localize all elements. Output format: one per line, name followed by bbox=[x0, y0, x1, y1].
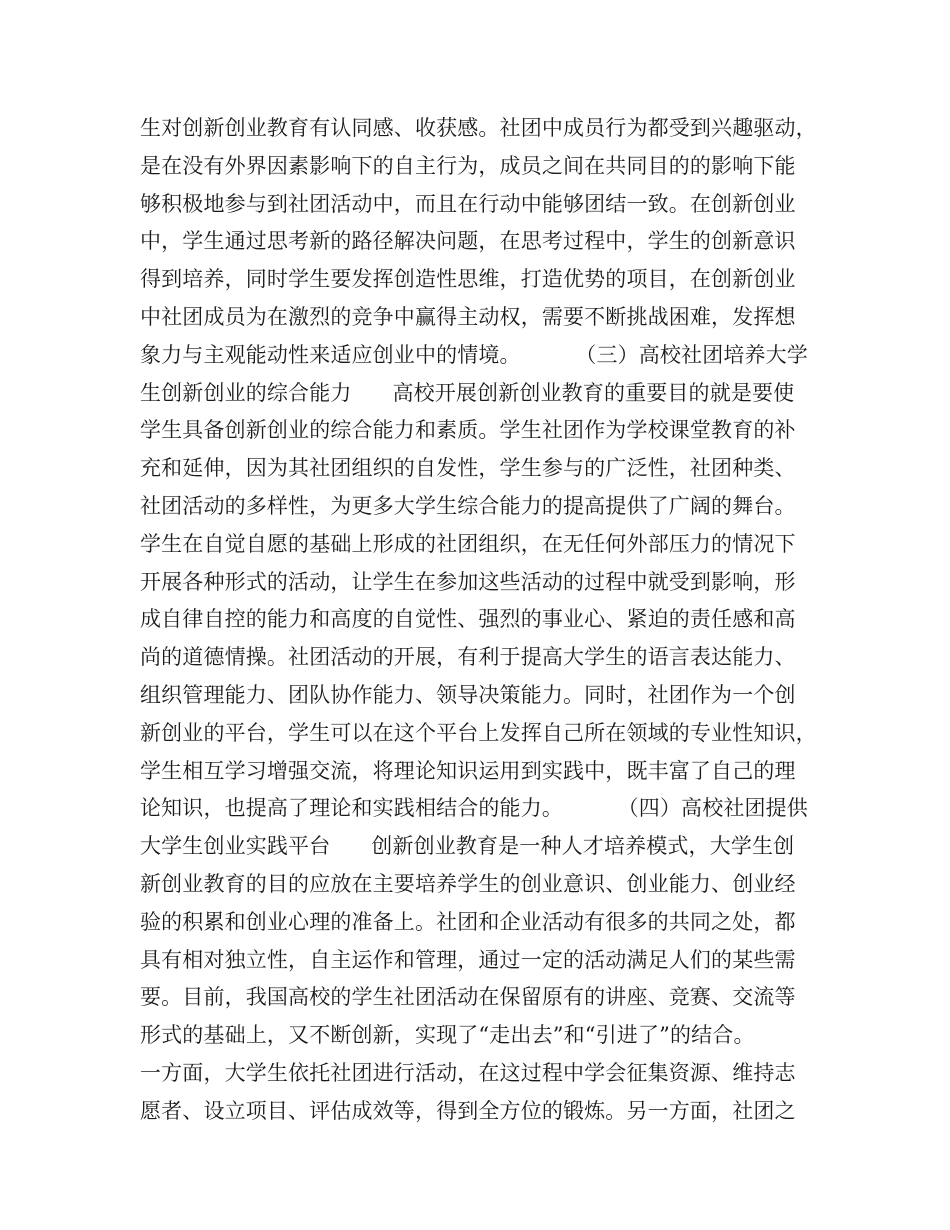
text-line: 组织管理能力、团队协作能力、领导决策能力。同时，社团作为一个创 bbox=[140, 682, 796, 707]
text-line: 得到培养，同时学生要发挥创造性思维，打造优势的项目，在创新创业 bbox=[140, 267, 796, 292]
text-line: 学生具备创新创业的综合能力和素质。学生社团作为学校课堂教育的补 bbox=[140, 418, 796, 443]
text-line: 要。目前，我国高校的学生社团活动在保留原有的讲座、竞赛、交流等 bbox=[140, 985, 796, 1010]
text-line: 充和延伸，因为其社团组织的自发性，学生参与的广泛性，社团种类、 bbox=[140, 456, 796, 481]
text-line: 学生在自觉自愿的基础上形成的社团组织，在无任何外部压力的情况下 bbox=[140, 531, 796, 556]
text-line: 生创新创业的综合能力 高校开展创新创业教育的重要目的就是要使 bbox=[140, 380, 795, 405]
text-line: 中，学生通过思考新的路径解决问题，在思考过程中，学生的创新意识 bbox=[140, 229, 796, 254]
text-line: 象力与主观能动性来适应创业中的情境。 （三）高校社团培养大学 bbox=[140, 342, 808, 367]
text-line: 新创业的平台，学生可以在这个平台上发挥自己所在领域的专业性知识， bbox=[140, 720, 817, 745]
text-line: 论知识，也提高了理论和实践相结合的能力。 （四）高校社团提供 bbox=[140, 796, 808, 821]
text-line: 中社团成员为在激烈的竞争中赢得主动权，需要不断挑战困难，发挥想 bbox=[140, 304, 796, 329]
text-line: 新创业教育的目的应放在主要培养学生的创业意识、创业能力、创业经 bbox=[140, 871, 796, 896]
text-line: 形式的基础上，又不断创新，实现了“走出去”和“引进了”的结合。 bbox=[140, 1023, 755, 1048]
body-text bbox=[140, 110, 830, 1131]
text-line: 成自律自控的能力和高度的自觉性、强烈的事业心、紧迫的责任感和高 bbox=[140, 607, 796, 632]
text-line: 愿者、设立项目、评估成效等，得到全方位的锻炼。另一方面，社团之 bbox=[140, 1098, 796, 1123]
text-line: 验的积累和创业心理的准备上。社团和企业活动有很多的共同之处，都 bbox=[140, 909, 796, 934]
text-line: 开展各种形式的活动，让学生在参加这些活动的过程中就受到影响，形 bbox=[140, 569, 796, 594]
text-line: 具有相对独立性，自主运作和管理，通过一定的活动满足人们的某些需 bbox=[140, 947, 796, 972]
text-line: 是在没有外界因素影响下的自主行为，成员之间在共同目的的影响下能 bbox=[140, 153, 796, 178]
text-line: 社团活动的多样性，为更多大学生综合能力的提高提供了广阔的舞台。 bbox=[140, 493, 796, 518]
text-line: 尚的道德情操。社团活动的开展，有利于提高大学生的语言表达能力、 bbox=[140, 645, 796, 670]
text-line: 大学生创业实践平台 创新创业教育是一种人才培养模式，大学生创 bbox=[140, 834, 795, 859]
text-line: 学生相互学习增强交流，将理论知识运用到实践中，既丰富了自己的理 bbox=[140, 758, 796, 783]
text-line: 够积极地参与到社团活动中，而且在行动中能够团结一致。在创新创业 bbox=[140, 191, 796, 216]
text-line: 生对创新创业教育有认同感、收获感。社团中成员行为都受到兴趣驱动， bbox=[140, 116, 817, 140]
text-line: 一方面，大学生依托社团进行活动，在这过程中学会征集资源、维持志 bbox=[140, 1060, 796, 1085]
